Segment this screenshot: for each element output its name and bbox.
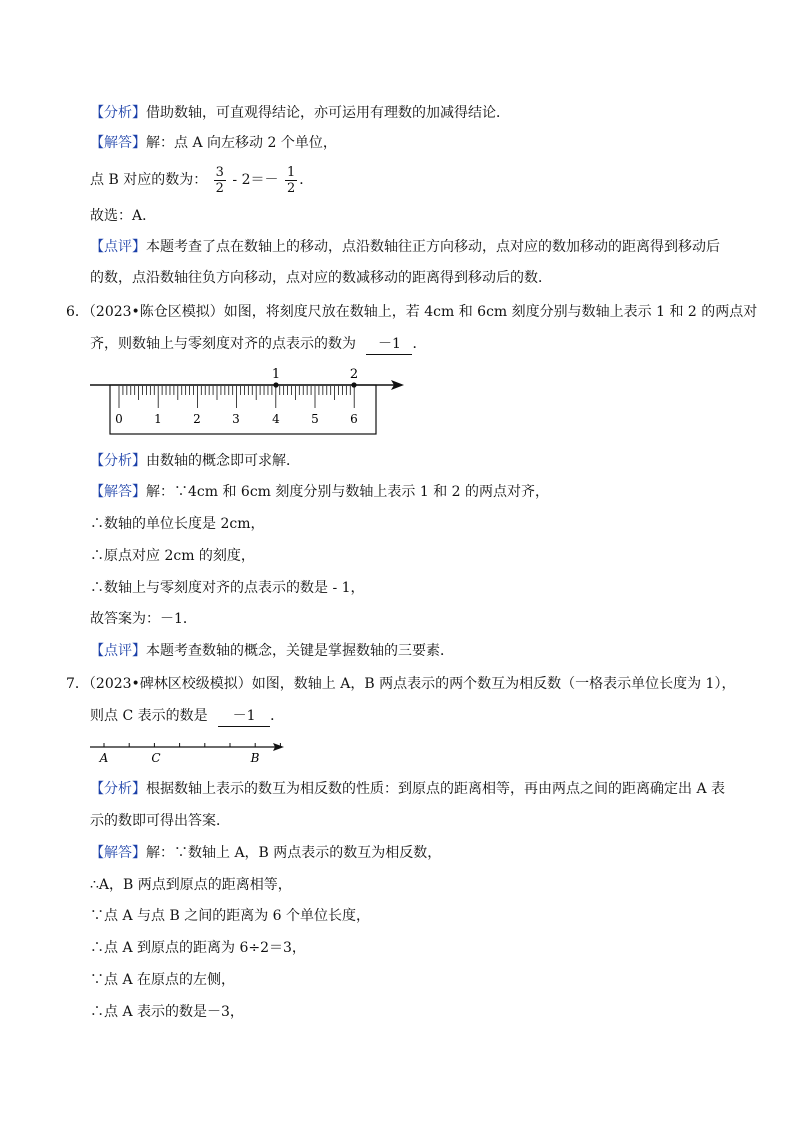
ruler-label: 4 bbox=[272, 412, 280, 426]
axis-label: 2 bbox=[349, 367, 359, 382]
answer-tag: 【解答】 bbox=[90, 135, 146, 151]
q7-answer-line: ∴点 A 表示的数是－3， bbox=[90, 1004, 244, 1020]
ruler-ticks bbox=[119, 386, 354, 408]
stem-end: ． bbox=[270, 708, 285, 724]
q7-answer-line: ∵点 A 在原点的左侧， bbox=[90, 972, 236, 988]
axis-label: C bbox=[151, 751, 161, 765]
ruler-label: 0 bbox=[115, 412, 123, 426]
q7-stem: 7．（2023•碑林区校级模拟）如图，数轴上 A，B 两点表示的两个数互为相反数（一格表示单位长度为 1）， bbox=[66, 676, 736, 692]
q5-answer bbox=[90, 133, 337, 153]
q7-answer-line: ∴点 A 到原点的距离为 6÷2＝3， bbox=[90, 940, 306, 956]
q6-answer-line: 故答案为：－1． bbox=[90, 611, 197, 627]
q7-answer-line: ∵点 A 与点 B 之间的距离为 6 个单位长度， bbox=[90, 908, 371, 924]
answer-line: 点 B 对应的数为： bbox=[90, 172, 208, 188]
q7-analysis bbox=[90, 779, 725, 799]
answer-blank: －1 bbox=[366, 334, 412, 355]
analysis-tag: 【分析】 bbox=[90, 105, 146, 121]
answer-line: 解：∵数轴上 A，B 两点表示的数互为相反数， bbox=[146, 845, 442, 861]
q6-answer-line: ∴数轴的单位长度是 2cm， bbox=[90, 516, 265, 532]
fraction-numerator: 3 bbox=[215, 164, 224, 180]
number-line-figure bbox=[88, 738, 298, 768]
q7-analysis-cont: 示的数即可得出答案． bbox=[90, 813, 230, 829]
fraction-denominator: 2 bbox=[286, 180, 296, 196]
answer-line: 解：点 A 向左移动 2 个单位， bbox=[146, 135, 337, 151]
ruler-label: 5 bbox=[311, 412, 319, 426]
q5-analysis bbox=[90, 103, 510, 123]
q5-comment-cont: 的数，点沿数轴往负方向移动，点对应的数减移动的距离得到移动后的数． bbox=[90, 270, 552, 286]
q5-comment bbox=[90, 237, 720, 257]
fraction-numerator: 1 bbox=[286, 164, 296, 180]
q6-comment bbox=[90, 641, 454, 661]
comment-text: 本题考查数轴的概念，关键是掌握数轴的三要素． bbox=[146, 643, 454, 659]
answer-line: - 2＝－ bbox=[232, 172, 279, 188]
q6-answer-line: ∴原点对应 2cm 的刻度， bbox=[90, 548, 255, 564]
ruler-label: 2 bbox=[193, 412, 201, 426]
axis-point bbox=[273, 382, 278, 387]
answer-line: 解：∵4cm 和 6cm 刻度分别与数轴上表示 1 和 2 的两点对齐， bbox=[146, 484, 550, 500]
analysis-text: 由数轴的概念即可求解． bbox=[146, 453, 300, 469]
answer-line: ． bbox=[299, 172, 314, 188]
comment-text: 本题考查了点在数轴上的移动，点沿数轴往正方向移动，点对应的数加移动的距离得到移动后 bbox=[146, 239, 720, 255]
stem-text: 齐，则数轴上与零刻度对齐的点表示的数为 bbox=[90, 336, 356, 352]
q7-stem-cont bbox=[90, 706, 284, 727]
q7-answer-line: ∴A，B 两点到原点的距离相等， bbox=[90, 877, 292, 893]
stem-text: 则点 C 表示的数是 bbox=[90, 708, 208, 724]
q5-answer-calc bbox=[90, 163, 313, 197]
answer-blank: －1 bbox=[218, 706, 270, 727]
ruler-label: 6 bbox=[350, 412, 358, 426]
q6-answer-line: ∴数轴上与零刻度对齐的点表示的数是 - 1， bbox=[90, 580, 365, 596]
q6-stem: 6．（2023•陈仓区模拟）如图，将刻度尺放在数轴上，若 4cm 和 6cm 刻度分别与数轴上表示 1 和 2 的两点对 bbox=[66, 304, 758, 320]
ruler-label: 1 bbox=[154, 412, 162, 426]
q6-analysis bbox=[90, 451, 300, 471]
ruler-body bbox=[110, 385, 376, 434]
analysis-text: 借助数轴，可直观得结论，亦可运用有理数的加减得结论． bbox=[146, 105, 510, 121]
ruler-labels bbox=[115, 412, 358, 426]
answer-tag: 【解答】 bbox=[90, 484, 146, 500]
axis-label: A bbox=[99, 751, 109, 765]
q6-stem-cont bbox=[90, 334, 426, 355]
ruler-figure bbox=[88, 362, 408, 438]
q5-choice: 故选：A． bbox=[90, 208, 157, 224]
analysis-text: 根据数轴上表示的数互为相反数的性质：到原点的距离相等，再由两点之间的距离确定出 A 表 bbox=[146, 781, 726, 797]
q6-answer bbox=[90, 482, 549, 502]
fraction bbox=[214, 165, 226, 196]
analysis-tag: 【分析】 bbox=[90, 453, 146, 469]
axis-point bbox=[351, 382, 356, 387]
fraction bbox=[285, 165, 297, 196]
ruler-label: 3 bbox=[232, 412, 240, 426]
comment-tag: 【点评】 bbox=[90, 643, 146, 659]
stem-end: ． bbox=[412, 336, 427, 352]
answer-tag: 【解答】 bbox=[90, 845, 146, 861]
comment-tag: 【点评】 bbox=[90, 239, 146, 255]
axis-label: 1 bbox=[271, 367, 281, 382]
axis-label: B bbox=[250, 751, 260, 765]
analysis-tag: 【分析】 bbox=[90, 781, 146, 797]
fraction-denominator: 2 bbox=[215, 180, 224, 196]
q7-answer bbox=[90, 843, 441, 863]
